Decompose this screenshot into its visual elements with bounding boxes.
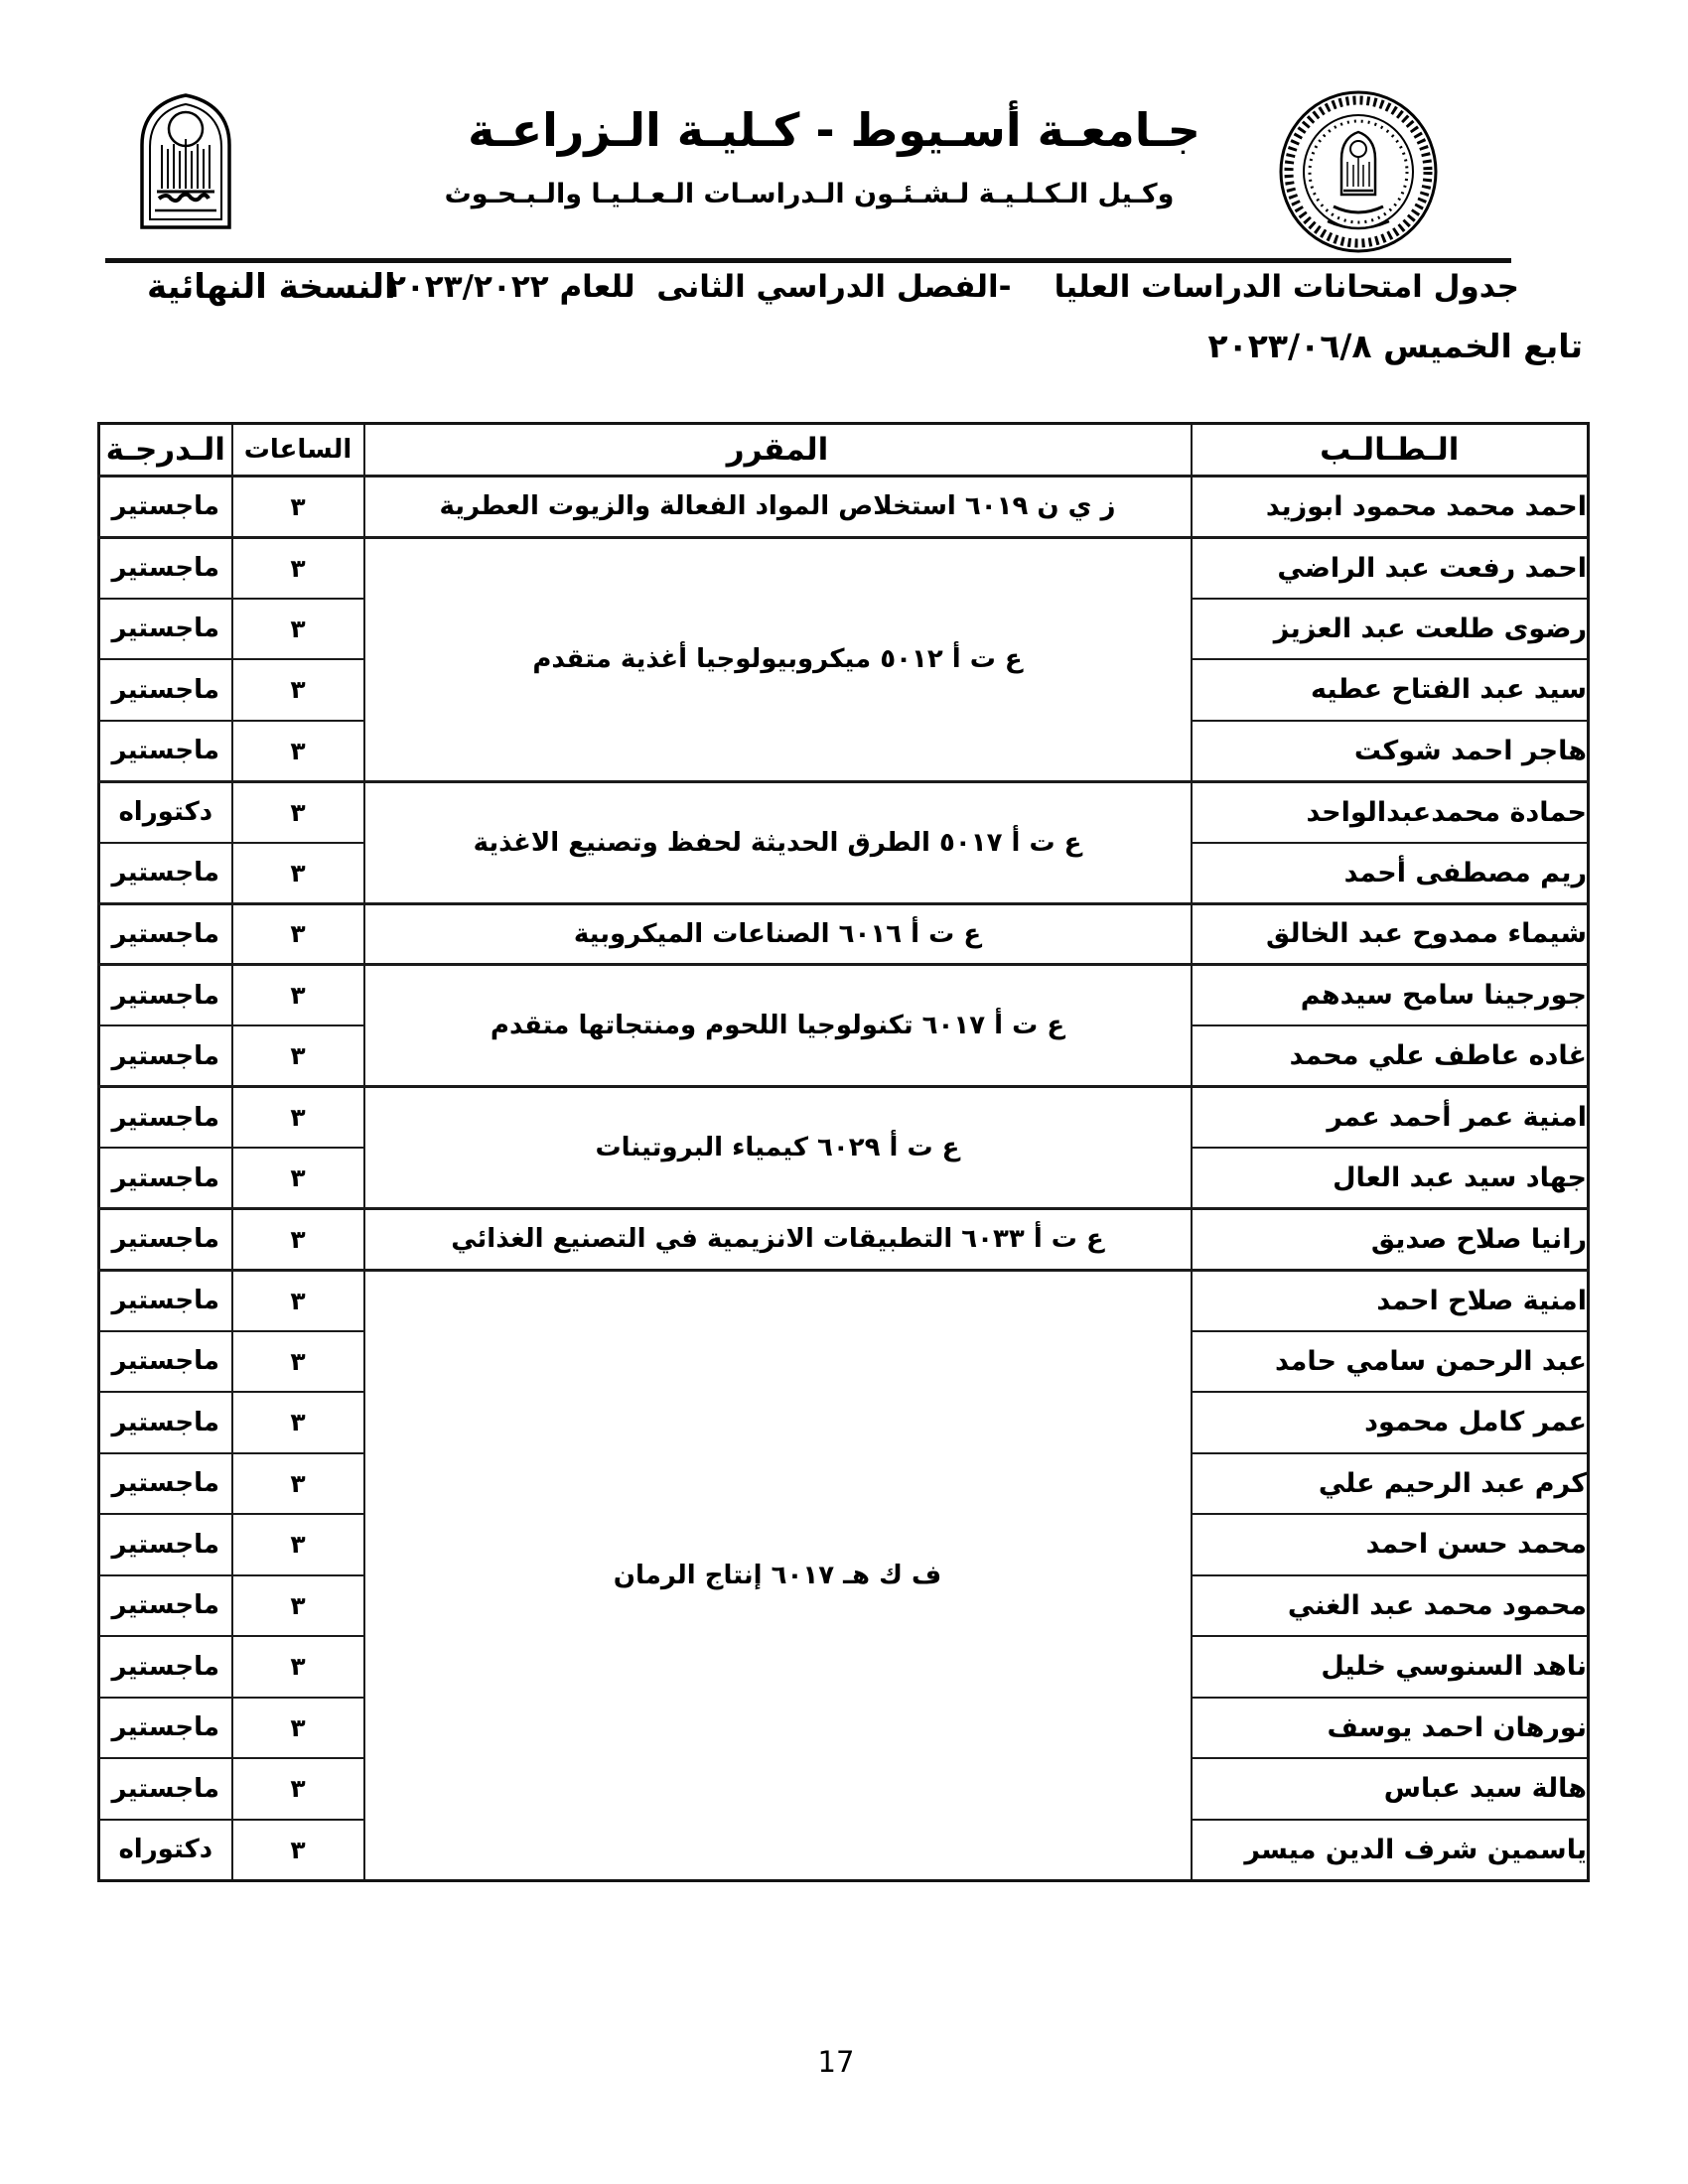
exam-schedule-table <box>97 422 1590 1882</box>
student-name-cell: احمد محمد محمود ابوزيد <box>1192 477 1589 538</box>
table-row <box>99 537 1589 599</box>
student-name-cell: محمد حسن احمد <box>1192 1514 1589 1575</box>
degree-cell: ماجستير <box>99 1636 232 1698</box>
hours-cell: ٣ <box>232 1636 364 1698</box>
hours-cell: ٣ <box>232 903 364 965</box>
page-number: 17 <box>817 2045 855 2079</box>
hours-cell: ٣ <box>232 1209 364 1271</box>
hours-cell: ٣ <box>232 1758 364 1820</box>
student-name-cell: ناهد السنوسي خليل <box>1192 1636 1589 1698</box>
table-header-row <box>99 424 1589 477</box>
course-cell: ع ت أ ٥٠١٧ الطرق الحديثة لحفظ وتصنيع الاغذية <box>364 781 1192 903</box>
student-name-cell: كرم عبد الرحيم علي <box>1192 1453 1589 1515</box>
course-cell: ع ت أ ٦٠٣٣ التطبيقات الانزيمية في التصنيع الغذائي <box>364 1209 1192 1271</box>
course-cell: ع ت أ ٦٠١٦ الصناعات الميكروبية <box>364 903 1192 965</box>
degree-cell: ماجستير <box>99 903 232 965</box>
student-name-cell: امنية صلاح احمد <box>1192 1270 1589 1331</box>
degree-cell: ماجستير <box>99 1514 232 1575</box>
degree-cell: دكتوراه <box>99 781 232 843</box>
column-header-hours: الساعات <box>232 424 364 477</box>
student-name-cell: سيد عبد الفتاح عطيه <box>1192 659 1589 721</box>
hours-cell: ٣ <box>232 1270 364 1331</box>
degree-cell: ماجستير <box>99 965 232 1026</box>
final-version-label: النسخة النهائية <box>147 267 396 307</box>
hours-cell: ٣ <box>232 1698 364 1759</box>
hours-cell: ٣ <box>232 1514 364 1575</box>
student-name-cell: رضوى طلعت عبد العزيز <box>1192 599 1589 660</box>
degree-cell: ماجستير <box>99 1087 232 1149</box>
course-cell: ع ت أ ٦٠٢٩ كيمياء البروتينات <box>364 1087 1192 1209</box>
hours-cell: ٣ <box>232 477 364 538</box>
degree-cell: ماجستير <box>99 477 232 538</box>
degree-cell: ماجستير <box>99 1025 232 1087</box>
student-name-cell: شيماء ممدوح عبد الخالق <box>1192 903 1589 965</box>
course-cell: ع ت أ ٥٠١٢ ميكروبيولوجيا أغذية متقدم <box>364 537 1192 781</box>
hours-cell: ٣ <box>232 1453 364 1515</box>
exam-schedule-title: جدول امتحانات الدراسات العليا -الفصل الدراسي الثانى للعام ٢٠٢٣/٢٠٢٢ <box>386 269 1519 305</box>
hours-cell: ٣ <box>232 965 364 1026</box>
hours-cell: ٣ <box>232 781 364 843</box>
degree-cell: ماجستير <box>99 599 232 660</box>
table-row <box>99 1209 1589 1271</box>
degree-cell: ماجستير <box>99 1575 232 1637</box>
hours-cell: ٣ <box>232 1575 364 1637</box>
hours-cell: ٣ <box>232 1331 364 1393</box>
degree-cell: ماجستير <box>99 537 232 599</box>
degree-cell: ماجستير <box>99 1392 232 1453</box>
student-name-cell: هاجر احمد شوكت <box>1192 721 1589 782</box>
degree-cell: ماجستير <box>99 659 232 721</box>
table-row <box>99 903 1589 965</box>
degree-cell: ماجستير <box>99 1209 232 1271</box>
student-name-cell: جهاد سيد عبد العال <box>1192 1148 1589 1209</box>
degree-cell: دكتوراه <box>99 1820 232 1881</box>
exam-date-line: تابع الخميس ٢٠٢٣/٠٦/٨ <box>1207 327 1583 365</box>
degree-cell: ماجستير <box>99 1148 232 1209</box>
course-cell: ع ت أ ٦٠١٧ تكنولوجيا اللحوم ومنتجاتها متقدم <box>364 965 1192 1087</box>
student-name-cell: احمد رفعت عبد الراضي <box>1192 537 1589 599</box>
student-name-cell: رانيا صلاح صديق <box>1192 1209 1589 1271</box>
student-name-cell: هالة سيد عباس <box>1192 1758 1589 1820</box>
hours-cell: ٣ <box>232 537 364 599</box>
hours-cell: ٣ <box>232 843 364 904</box>
table-row <box>99 1087 1589 1149</box>
hours-cell: ٣ <box>232 1148 364 1209</box>
student-name-cell: عمر كامل محمود <box>1192 1392 1589 1453</box>
degree-cell: ماجستير <box>99 1758 232 1820</box>
degree-cell: ماجستير <box>99 1331 232 1393</box>
hours-cell: ٣ <box>232 599 364 660</box>
hours-cell: ٣ <box>232 721 364 782</box>
hours-cell: ٣ <box>232 1392 364 1453</box>
degree-cell: ماجستير <box>99 843 232 904</box>
degree-cell: ماجستير <box>99 1698 232 1759</box>
course-cell: ز ي ن ٦٠١٩ استخلاص المواد الفعالة والزيوت العطرية <box>364 477 1192 538</box>
column-header-degree: الـدرجـة <box>99 424 232 477</box>
column-header-course: المقرر <box>364 424 1192 477</box>
table-row <box>99 965 1589 1026</box>
hours-cell: ٣ <box>232 1087 364 1149</box>
table-row <box>99 781 1589 843</box>
table-row <box>99 477 1589 538</box>
university-subtitle: وكـيل الـكـلـيـة لـشـئـون الـدراسـات الـعـلـيـا والـبـحـوث <box>444 179 1175 209</box>
degree-cell: ماجستير <box>99 721 232 782</box>
header-divider <box>105 258 1511 263</box>
hours-cell: ٣ <box>232 659 364 721</box>
student-name-cell: عبد الرحمن سامي حامد <box>1192 1331 1589 1393</box>
hours-cell: ٣ <box>232 1025 364 1087</box>
student-name-cell: امنية عمر أحمد عمر <box>1192 1087 1589 1149</box>
university-title: جـامعـة أسـيوط - كـليـة الـزراعـة <box>468 103 1200 157</box>
student-name-cell: ياسمين شرف الدين ميسر <box>1192 1820 1589 1881</box>
exam-table-body <box>99 477 1589 1881</box>
student-name-cell: محمود محمد عبد الغني <box>1192 1575 1589 1637</box>
student-name-cell: ريم مصطفى أحمد <box>1192 843 1589 904</box>
student-name-cell: جورجينا سامح سيدهم <box>1192 965 1589 1026</box>
course-cell: ف ك هـ ٦٠١٧ إنتاج الرمان <box>364 1270 1192 1880</box>
hours-cell: ٣ <box>232 1820 364 1881</box>
student-name-cell: غاده عاطف علي محمد <box>1192 1025 1589 1087</box>
column-header-student: الـطـالـب <box>1192 424 1589 477</box>
degree-cell: ماجستير <box>99 1270 232 1331</box>
student-name-cell: نورهان احمد يوسف <box>1192 1698 1589 1759</box>
student-name-cell: حمادة محمدعبدالواحد <box>1192 781 1589 843</box>
table-row <box>99 1270 1589 1331</box>
degree-cell: ماجستير <box>99 1453 232 1515</box>
